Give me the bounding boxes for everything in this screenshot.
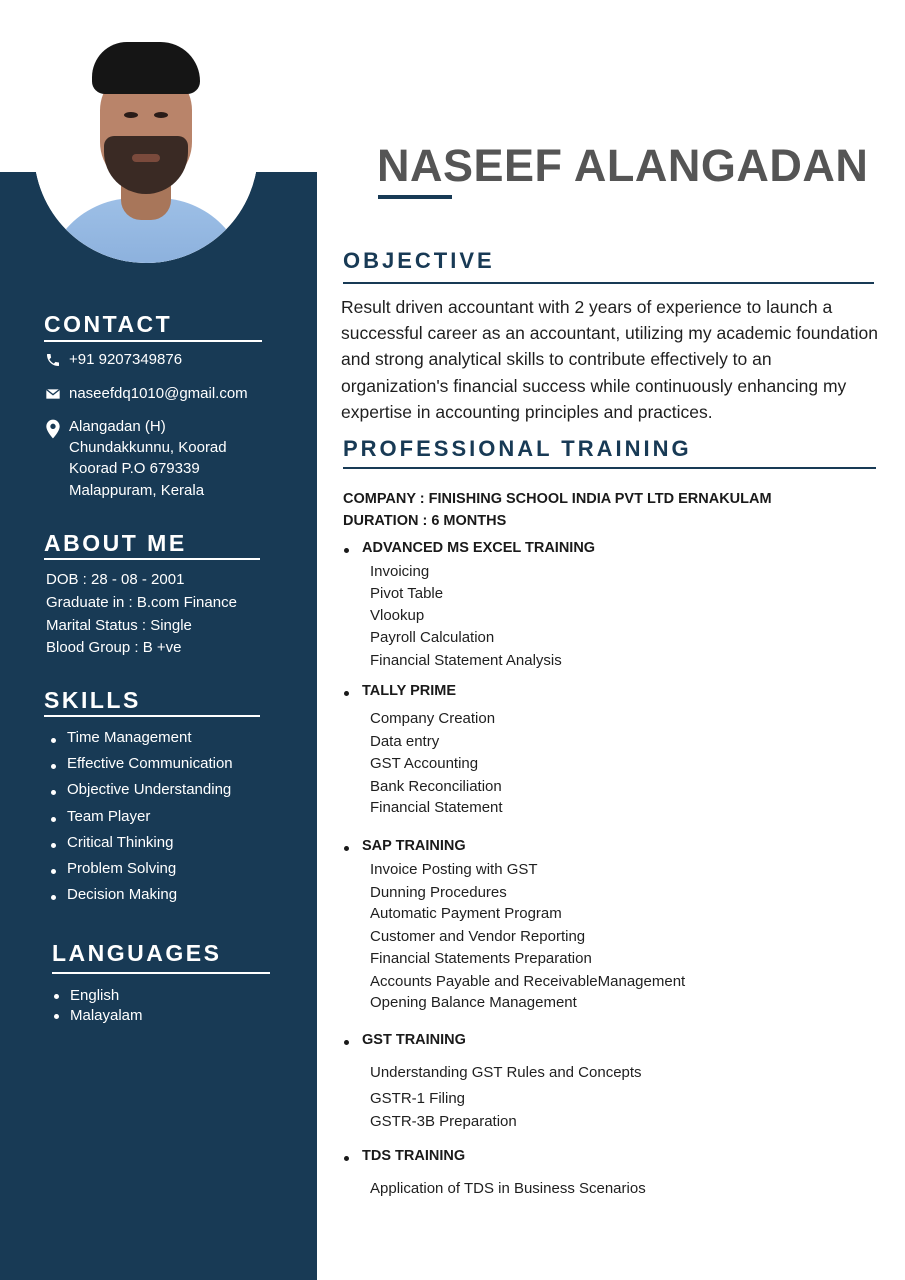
languages-list — [49, 986, 143, 1025]
list-item: Invoice Posting with GST — [370, 861, 538, 878]
skills-list — [46, 727, 233, 910]
list-item: Financial Statement — [370, 799, 503, 816]
candidate-name: NASEEF ALANGADAN — [377, 140, 869, 191]
about-graduate: Graduate in : B.com Finance — [46, 594, 237, 611]
list-item: GST Accounting — [370, 755, 479, 772]
list-item: Dunning Procedures — [370, 884, 507, 901]
list-item: GSTR-1 Filing — [370, 1090, 466, 1107]
list-item: Opening Balance Management — [370, 994, 577, 1011]
location-pin-icon — [45, 419, 61, 439]
list-item: English — [49, 986, 143, 1006]
contact-heading: CONTACT — [44, 311, 173, 337]
sap-training-heading: SAP TRAINING — [343, 838, 466, 854]
list-item: Team Player — [46, 806, 233, 832]
about-divider — [44, 558, 260, 560]
list-item: Decision Making — [46, 884, 233, 910]
tally-training-heading: TALLY PRIME — [343, 683, 456, 699]
contact-divider — [44, 340, 262, 342]
list-item: Bank Reconciliation — [370, 778, 502, 795]
contact-email[interactable]: naseefdq1010@gmail.com — [69, 385, 248, 402]
tds-training-heading: TDS TRAINING — [343, 1148, 465, 1164]
about-blood: Blood Group : B +ve — [46, 639, 182, 656]
objective-heading: OBJECTIVE — [343, 248, 495, 273]
list-item: Application of TDS in Business Scenarios — [370, 1180, 646, 1197]
training-duration: DURATION : 6 MONTHS — [343, 513, 507, 529]
excel-training-heading: ADVANCED MS EXCEL TRAINING — [343, 540, 595, 556]
list-item: Vlookup — [370, 607, 425, 624]
list-item: Problem Solving — [46, 858, 233, 884]
training-heading: PROFESSIONAL TRAINING — [343, 436, 692, 461]
about-dob: DOB : 28 - 08 - 2001 — [46, 571, 185, 588]
skills-divider — [44, 715, 260, 717]
list-item: Data entry — [370, 733, 440, 750]
languages-divider — [52, 972, 270, 974]
list-item: Customer and Vendor Reporting — [370, 928, 586, 945]
list-item: GSTR-3B Preparation — [370, 1113, 517, 1130]
name-underline — [378, 195, 452, 199]
address-line-4: Malappuram, Kerala — [69, 482, 205, 499]
list-item: Critical Thinking — [46, 832, 233, 858]
list-item: Financial Statement Analysis — [370, 652, 562, 669]
address-line-3: Koorad P.O 679339 — [69, 460, 200, 477]
email-icon — [45, 386, 61, 402]
list-item: Malayalam — [49, 1006, 143, 1026]
contact-phone[interactable]: +91 9207349876 — [69, 351, 183, 368]
objective-divider — [343, 282, 874, 284]
list-item: Objective Understanding — [46, 779, 233, 805]
list-item: Invoicing — [370, 563, 430, 580]
languages-heading: LANGUAGES — [52, 940, 222, 966]
gst-training-heading: GST TRAINING — [343, 1032, 466, 1048]
profile-photo — [34, 28, 258, 263]
training-company: COMPANY : FINISHING SCHOOL INDIA PVT LTD ERNAKULAM — [343, 491, 772, 507]
list-item: Effective Communication — [46, 753, 233, 779]
about-marital: Marital Status : Single — [46, 617, 192, 634]
list-item: Payroll Calculation — [370, 629, 495, 646]
training-company-block — [343, 488, 772, 532]
phone-icon — [45, 352, 61, 368]
skills-heading: SKILLS — [44, 687, 141, 713]
list-item: Financial Statements Preparation — [370, 950, 592, 967]
training-divider — [343, 467, 876, 469]
list-item: Time Management — [46, 727, 233, 753]
list-item: Pivot Table — [370, 585, 444, 602]
address-line-2: Chundakkunnu, Koorad — [69, 439, 227, 456]
list-item: Accounts Payable and ReceivableManagement — [370, 973, 686, 990]
list-item: Understanding GST Rules and Concepts — [370, 1064, 642, 1081]
list-item: Company Creation — [370, 710, 496, 727]
objective-text: Result driven accountant with 2 years of experience to launch a successful career as an accountant, utilizing my academic foundation and strong analytical skills to contribute effectively to an organization's financial success while continuously enhancing my expertise in accounting principles and practices. — [341, 297, 878, 422]
list-item: Automatic Payment Program — [370, 905, 562, 922]
sidebar — [0, 172, 317, 1280]
address-line-1: Alangadan (H) — [69, 418, 166, 435]
about-heading: ABOUT ME — [44, 530, 187, 556]
